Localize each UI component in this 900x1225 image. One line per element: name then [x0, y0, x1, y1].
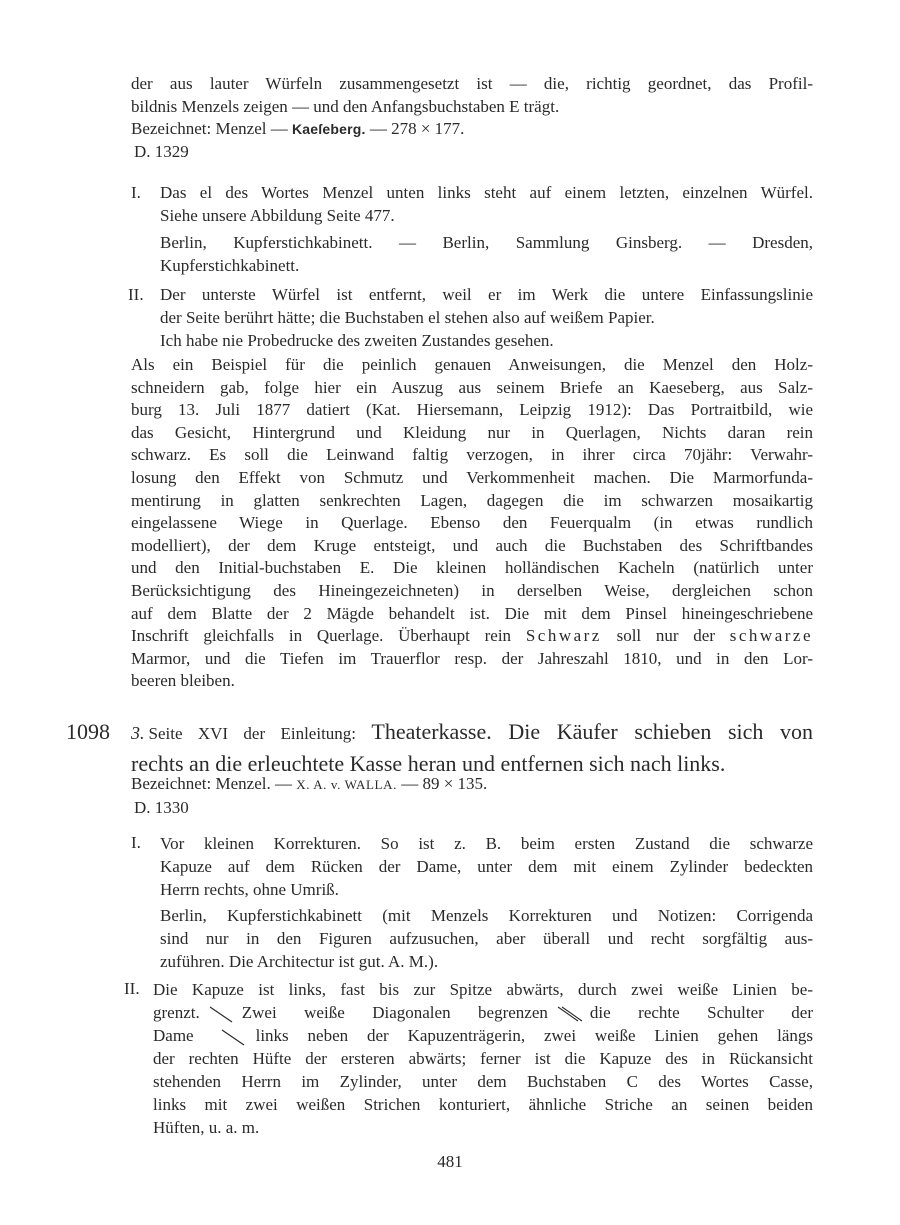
text-line: links mit zwei weißen Strichen konturiert, ähnliche Striche an seinen beiden [153, 1095, 813, 1115]
text-line: Als ein Beispiel für die peinlich genauen Anweisungen, die Menzel den Holz- [131, 355, 813, 374]
text-line: mentirung in glatten senkrechten Lagen, dagegen die im schwarzen mosaikartig [131, 490, 813, 510]
text-line: und den Initial-buchstaben E. Die kleinen holländischen Kacheln (natürlich unter [131, 558, 813, 578]
title-line: rechts an die erleuchtete Kasse heran und entfernen sich nach links. [131, 751, 726, 776]
text-line: Ich habe nie Probedrucke des zweiten Zustandes gesehen. [160, 331, 554, 350]
spaced-emphasis: schwarze [729, 626, 813, 646]
single-diagonal-icon [216, 1027, 250, 1047]
state-description [160, 832, 813, 901]
page-number: 481 [437, 1152, 463, 1171]
text-line: stehenden Herrn im Zylinder, unter dem Buchstaben C des Wortes Casse, [153, 1072, 813, 1092]
signature-line [131, 118, 813, 141]
text-fragment: soll nur der [601, 626, 730, 646]
text-line: Berücksichtigung des Hineingezeichneten) in derselben Weise, dergleichen schon [131, 580, 813, 600]
signature-line [131, 773, 813, 797]
text-line: das Gesicht, Hintergrund und Kleidung nur in Querlagen, Nichts daran rein [131, 422, 813, 442]
text-line: Das el des Wortes Menzel unten links steht auf einem letzten, einzelnen Würfel. [160, 183, 813, 202]
catalogue-number: D. 1329 [134, 141, 189, 161]
signature-label: Bezeichnet: Menzel — [131, 119, 292, 138]
state-numeral: I. [131, 183, 141, 202]
text-line [153, 1001, 813, 1024]
text-line: Berlin, Kupferstichkabinett. — Berlin, Sammlung Ginsberg. — Dresden, [160, 233, 813, 252]
letter-excerpt [131, 354, 813, 693]
text-line: Siehe unsere Abbildung Seite 477. [160, 205, 395, 225]
dimensions: — 278 × 177. [365, 119, 465, 138]
text-line: Der unterste Würfel ist entfernt, weil er im Werk die untere Einfassungslinie [160, 285, 813, 304]
state-numeral: I. [131, 833, 141, 852]
text-fragment: die rechte Schulter der [589, 1003, 813, 1022]
text-line: Kapuze auf dem Rücken der Dame, unter dem mit einem Zylinder bedeckten [160, 857, 813, 876]
single-diagonal-icon [206, 1004, 236, 1024]
text-line: Hüften, u. a. m. [153, 1118, 260, 1138]
title-text: Theaterkasse. Die Käufer schieben sich von [371, 719, 813, 744]
double-diagonal-icon [554, 1004, 584, 1024]
spaced-emphasis: Schwarz [525, 626, 602, 646]
text-fragment: Zwei weiße Diagonalen begrenzen [241, 1003, 548, 1022]
text-line: der rechten Hüfte der ersteren abwärts; ferner ist die Kapuze des in Rückansicht [153, 1049, 813, 1069]
text-line: auf dem Blatte der 2 Mägde behandelt ist. Die mit dem Pinsel hineingeschriebene [131, 603, 813, 623]
text-line: modelliert), der dem Kruge entsteigt, und auch die Buchstaben des Schriftbandes [131, 535, 813, 555]
continued-paragraph [131, 73, 813, 163]
collection-list [160, 904, 813, 973]
engraver-signature: Kaeſeberg. [291, 121, 366, 137]
text-line: burg 13. Juli 1877 datiert (Kat. Hiersemann, Leipzig 1912): Das Portraitbild, wie [131, 400, 813, 420]
state-note [160, 330, 813, 353]
text-line [153, 1024, 813, 1047]
entry-signature [131, 773, 813, 819]
sub-number: 3. [131, 723, 145, 743]
state-numeral: II. [124, 979, 140, 998]
text-line: der Seite berührt hätte; die Buchstaben el stehen also auf weißem Papier. [160, 307, 655, 327]
text-line [131, 625, 813, 648]
entry-title [131, 717, 813, 779]
text-line: sind nur in den Figuren aufzusuchen, aber überall und recht sorgfältig aus- [160, 929, 813, 948]
text-line: beeren bleiben. [131, 671, 235, 691]
text-line: Berlin, Kupferstichkabinett (mit Menzels Korrekturen und Notizen: Corrigenda [160, 906, 813, 925]
text-line: Kupferstichkabinett. [160, 255, 300, 275]
text-fragment: Dame [153, 1026, 194, 1046]
text-line: schneidern gab, folge hier ein Auszug aus seinem Briefe an Kaeseberg, aus Salz- [131, 377, 813, 397]
dimensions: — 89 × 135. [396, 774, 488, 793]
state-description [160, 182, 813, 227]
catalogue-number: D. 1330 [134, 797, 189, 817]
text-line: zuführen. Die Architectur ist gut. A. M.). [160, 952, 439, 971]
state-description [153, 978, 813, 1139]
text-line: der aus lauter Würfeln zusammengesetzt ist — die, richtig geordnet, das Profil- [131, 74, 813, 93]
text-fragment: Inschrift gleichfalls in Querlage. Überhaupt rein [131, 626, 526, 646]
title-source: Seite XVI der Einleitung: [148, 724, 372, 743]
text-line: Die Kapuze ist links, fast bis zur Spitze abwärts, durch zwei weiße Linien be- [153, 980, 813, 999]
text-line: bildnis Menzels zeigen — und den Anfangsbuchstaben E trägt. [131, 96, 560, 116]
state-numeral: II. [128, 285, 144, 304]
text-fragment: grenzt. [153, 1003, 200, 1022]
text-line: schwarz. Es soll die Leinwand faltig verzogen, in ihrer circa 70jähr: Verwahr- [131, 445, 813, 465]
engraver-signature: X. A. v. WALLA. [296, 777, 397, 792]
title-line [131, 717, 813, 749]
text-fragment: links neben der Kapuzenträgerin, zwei weiße Linien gehen längs [255, 1026, 813, 1046]
text-line: Vor kleinen Korrekturen. So ist z. B. beim ersten Zustand die schwarze [160, 834, 813, 853]
collection-list [160, 232, 813, 277]
text-line: Marmor, und die Tiefen im Trauerflor resp. der Jahreszahl 1810, und in den Lor- [131, 648, 813, 668]
entry-number: 1098 [66, 719, 110, 744]
state-description [160, 284, 813, 329]
signature-label: Bezeichnet: Menzel. — [131, 774, 297, 793]
text-line: Herrn rechts, ohne Umriß. [160, 880, 339, 899]
text-line: eingelassene Wiege in Querlage. Ebenso den Feuerqualm (in etwas rundlich [131, 513, 813, 533]
text-line: losung den Effekt von Schmutz und Verkommenheit machen. Die Marmorfunda- [131, 467, 813, 487]
